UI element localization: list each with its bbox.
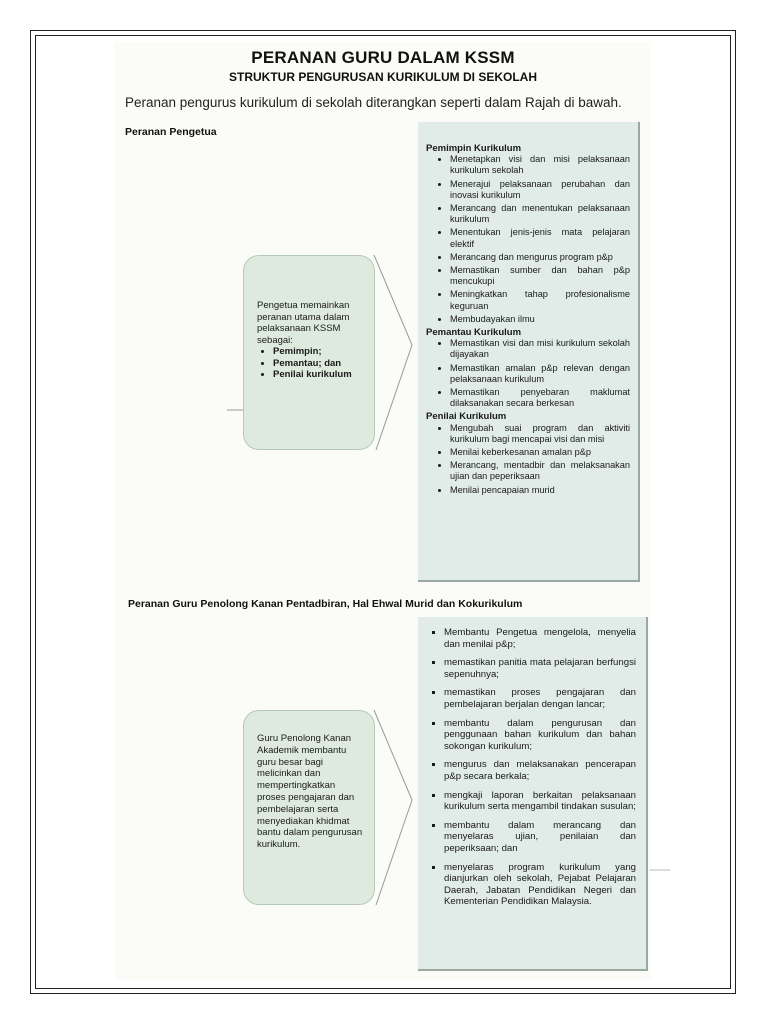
group-title-pemimpin: Pemimpin Kurikulum — [426, 143, 522, 154]
list-item: • Menentukan jenis-jenis mata pelajaran elektif — [450, 227, 630, 249]
list-item: ▪ menyelaras program kurikulum yang dianjurkan oleh sekolah, Pejabat Pelajaran Daerah, Jabatan Pendidikan Negeri dan Kementerian Pendidikan Malaysia. — [444, 862, 636, 908]
section-label-pengetua: Peranan Pengetua — [125, 126, 217, 138]
list-item: • Merancang dan menentukan pelaksanaan kurikulum — [450, 203, 630, 225]
pengetua-duties-panel — [418, 122, 640, 582]
list-item: ▪ Membantu Pengetua mengelola, menyelia dan menilai p&p; — [444, 627, 636, 650]
pengetua-role-list — [257, 346, 366, 381]
page-subtitle: STRUKTUR PENGURUSAN KURIKULUM DI SEKOLAH — [229, 70, 537, 84]
pemimpin-list — [426, 154, 630, 325]
list-item: • Menerajui pelaksanaan perubahan dan inovasi kurikulum — [450, 179, 630, 201]
group-title-pemantau: Pemantau Kurikulum — [426, 327, 522, 339]
gpk-role-box — [243, 710, 375, 905]
list-item: • Membudayakan ilmu — [450, 314, 630, 325]
gpk-duties-list — [430, 627, 636, 908]
list-item: • Merancang dan mengurus program p&p — [450, 252, 630, 263]
list-item: ▪ memastikan proses pengajaran dan pembelajaran berjalan dengan lancar; — [444, 687, 636, 710]
pengetua-role-box — [243, 255, 375, 450]
list-item: • Memastikan amalan p&p relevan dengan pelaksanaan kurikulum — [450, 363, 630, 385]
list-item: • Mengubah suai program dan aktiviti kurikulum bagi mencapai visi dan misi — [450, 423, 630, 445]
penilai-list — [426, 423, 630, 496]
page-title: PERANAN GURU DALAM KSSM — [251, 48, 515, 67]
list-item: • Memastikan sumber dan bahan p&p mencukupi — [450, 265, 630, 287]
list-item: ▪ mengkaji laporan berkaitan pelaksanaan kurikulum serta mengambil tindakan susulan; — [444, 790, 636, 813]
list-item: ▪ membantu dalam pengurusan dan penggunaan bahan kurikulum dan bahan sokongan kurikulum; — [444, 718, 636, 753]
list-item: • Menilai pencapaian murid — [450, 485, 630, 496]
list-item: • Memastikan penyebaran maklumat dilaksanakan secara berkesan — [450, 387, 630, 409]
gpk-duties-panel — [418, 617, 648, 971]
list-item: • Penilai kurikulum — [273, 369, 366, 381]
list-item: • Merancang, mentadbir dan melaksanakan ujian dan peperiksaan — [450, 460, 630, 482]
list-item: • Menetapkan visi dan misi pelaksanaan kurikulum sekolah — [450, 154, 630, 176]
intro-text: Peranan pengurus kurikulum di sekolah diterangkan seperti dalam Rajah di bawah. — [125, 95, 622, 110]
section-label-gpk: Peranan Guru Penolong Kanan Pentadbiran, Hal Ehwal Murid dan Kokurikulum — [128, 598, 523, 610]
group-title-penilai: Penilai Kurikulum — [426, 411, 507, 423]
pengetua-role-text: Pengetua memainkan peranan utama dalam pelaksanaan KSSM sebagai: — [257, 300, 350, 346]
list-item: • Pemantau; dan — [273, 358, 366, 370]
gpk-role-text: Guru Penolong Kanan Akademik membantu guru besar bagi melicinkan dan mempertingkatkan proses pengajaran dan pembelajaran serta menyediakan khidmat bantu dalam pengurusan kurikulum. — [257, 733, 363, 851]
list-item: • Meningkatkan tahap profesionalisme keguruan — [450, 289, 630, 311]
list-item: • Memastikan visi dan misi kurikulum sekolah dijayakan — [450, 338, 630, 360]
list-item: • Menilai keberkesanan amalan p&p — [450, 447, 630, 458]
list-item: • Pemimpin; — [273, 346, 366, 358]
list-item: ▪ mengurus dan melaksanakan pencerapan p&p secara berkala; — [444, 759, 636, 782]
pemantau-list — [426, 338, 630, 409]
list-item: ▪ membantu dalam merancang dan menyelaras ujian, penilaian dan peperiksaan; dan — [444, 820, 636, 855]
list-item: ▪ memastikan panitia mata pelajaran berfungsi sepenuhnya; — [444, 657, 636, 680]
